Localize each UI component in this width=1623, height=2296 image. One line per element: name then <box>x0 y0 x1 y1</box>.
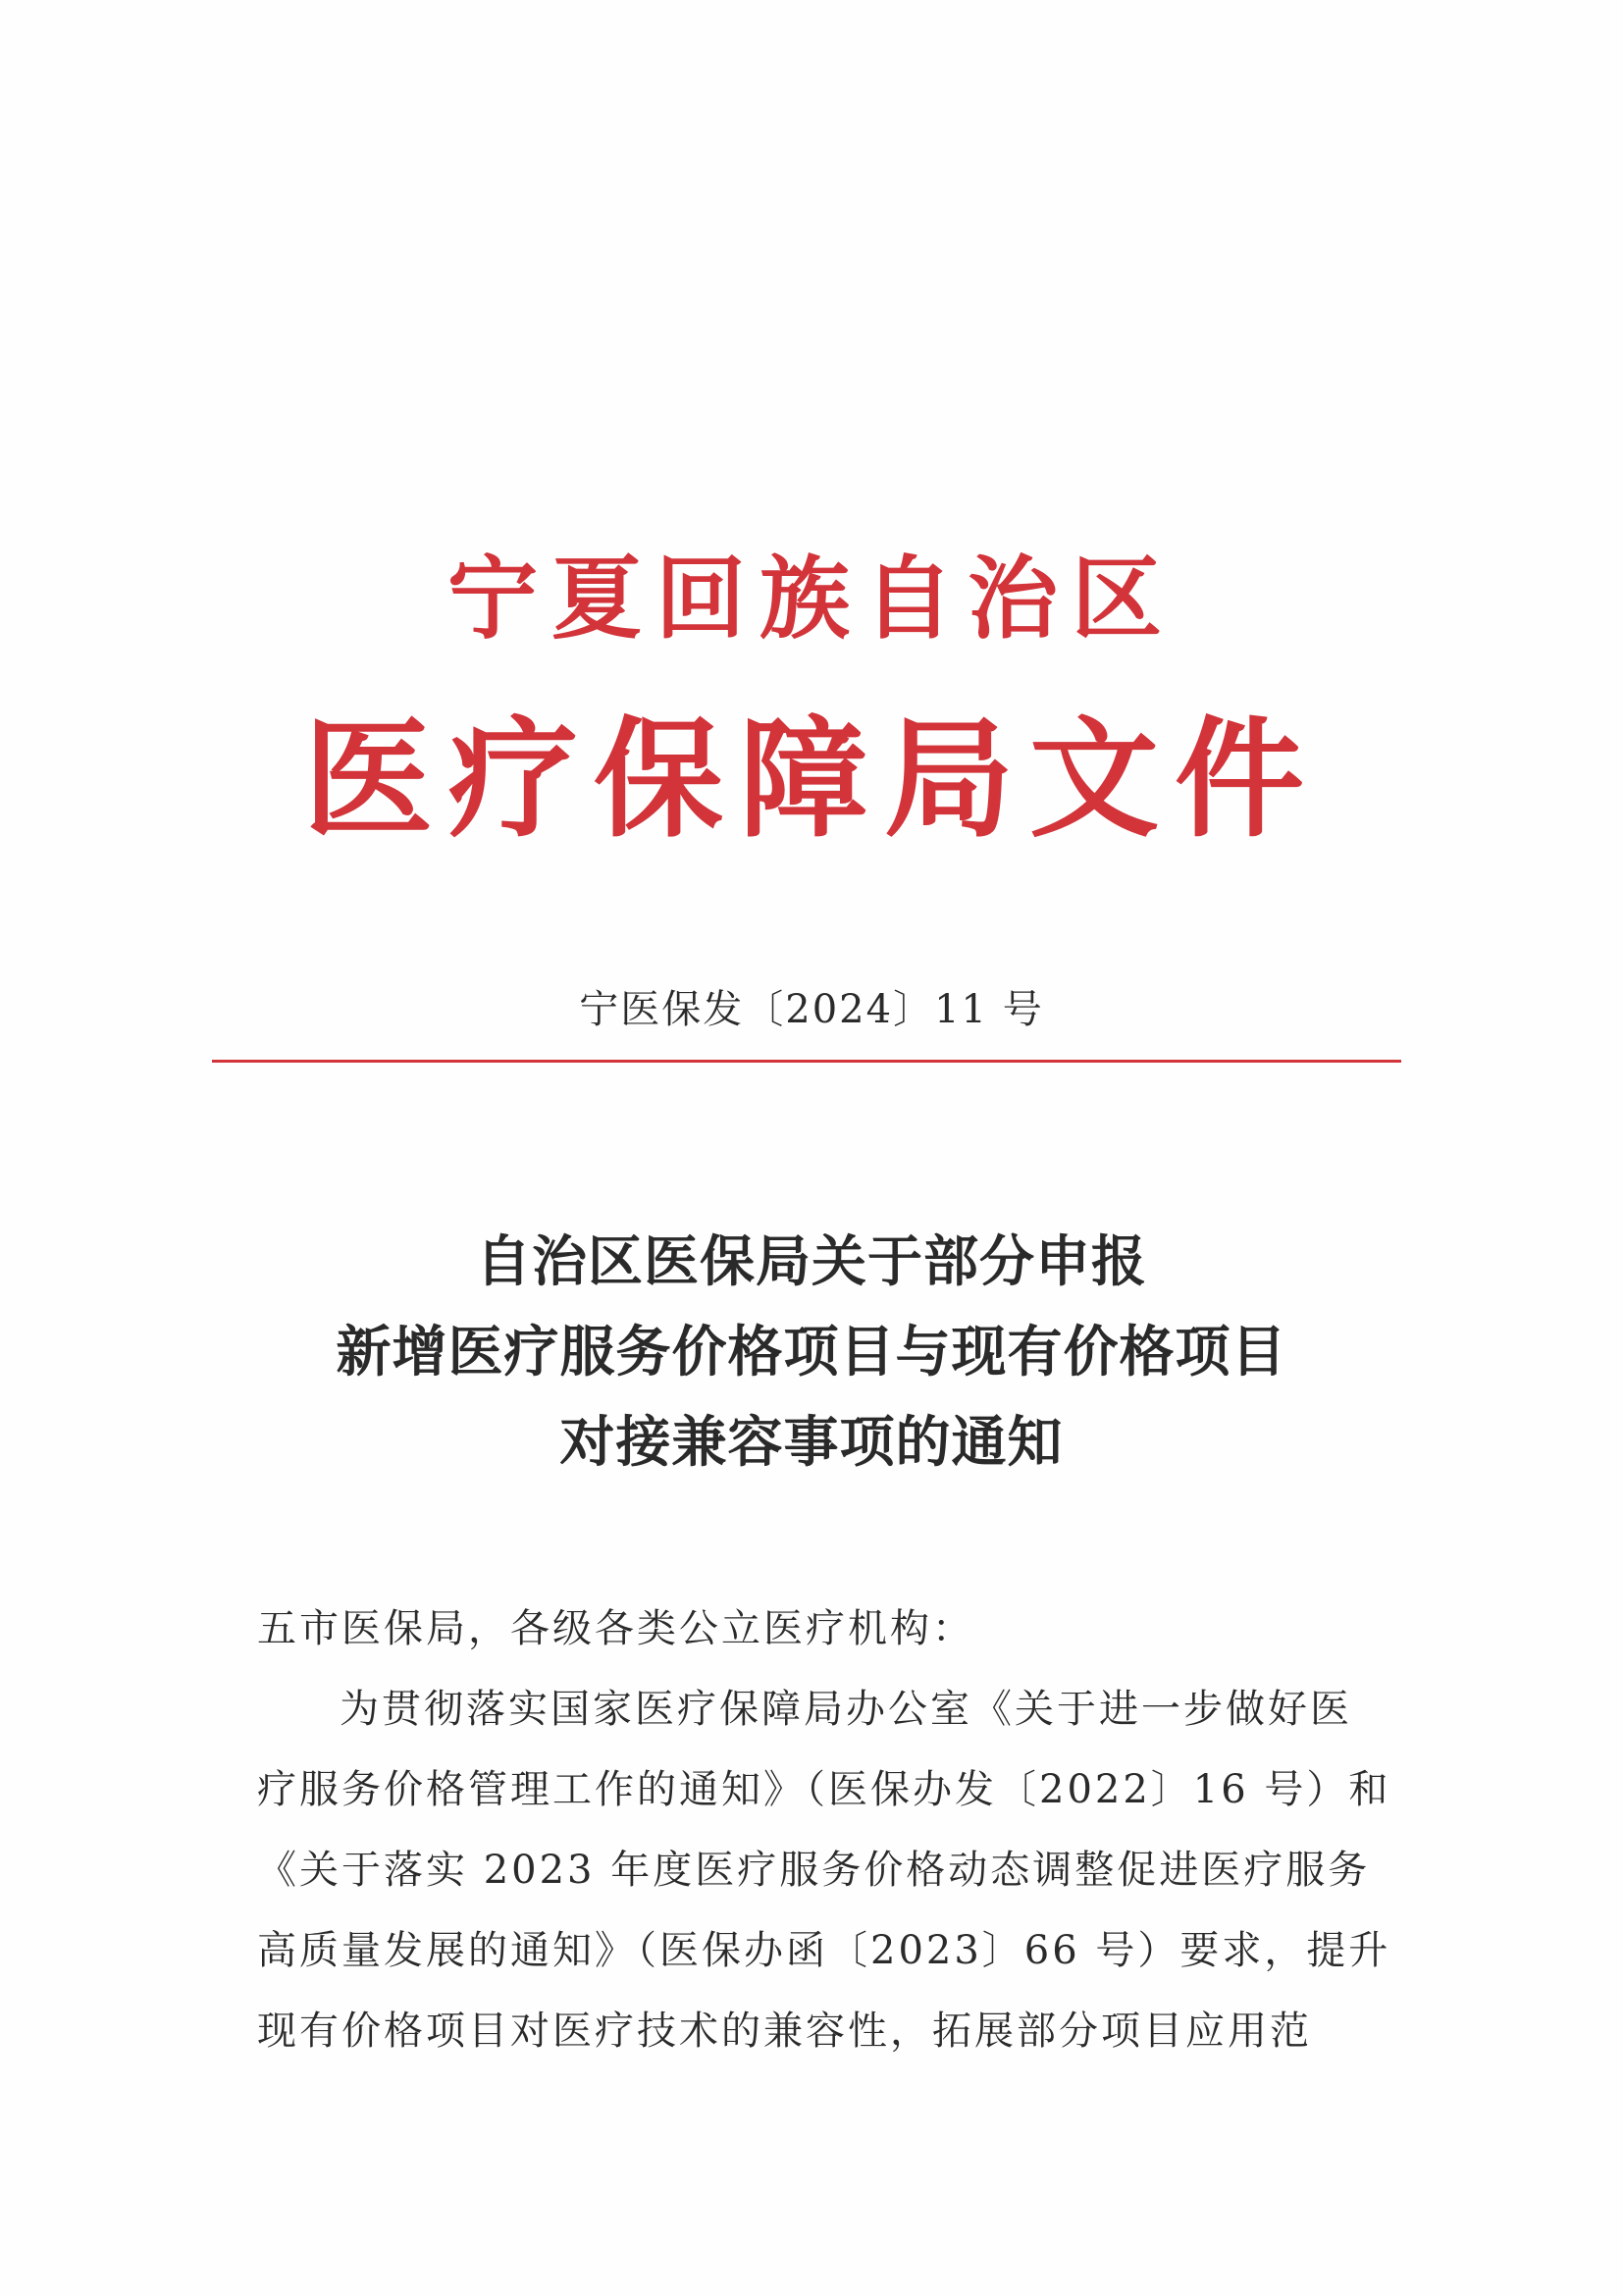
title-line-3: 对接兼容事项的通知 <box>559 1410 1064 1475</box>
title-line-1: 自治区医保局关于部分申报 <box>476 1229 1147 1294</box>
salutation: 五市医保局，各级各类公立医疗机构： <box>257 1606 974 1651</box>
issuer-region: 宁夏回族自治区 <box>446 546 1176 652</box>
body-line-4: 高质量发展的通知》（医保办函〔2023〕66 号）要求，提升 <box>257 1928 1391 1973</box>
title-line-2: 新增医疗服务价格项目与现有价格项目 <box>336 1320 1287 1384</box>
body-line-5: 现有价格项目对医疗技术的兼容性，拓展部分项目应用范 <box>257 2009 1312 2054</box>
document-number: 宁医保发〔2024〕11 号 <box>579 987 1044 1032</box>
document-title <box>0 1217 1623 1487</box>
body-line-2: 疗服务价格管理工作的通知》（医保办发〔2022〕16 号）和 <box>257 1767 1391 1812</box>
body-line-1: 为贯彻落实国家医疗保障局办公室《关于进一步做好医 <box>340 1687 1352 1732</box>
red-divider-line <box>212 1060 1401 1063</box>
body-line-3: 《关于落实 2023 年度医疗服务价格动态调整促进医疗服务 <box>257 1848 1371 1893</box>
issuer-office-file: 医疗保障局文件 <box>303 704 1320 856</box>
